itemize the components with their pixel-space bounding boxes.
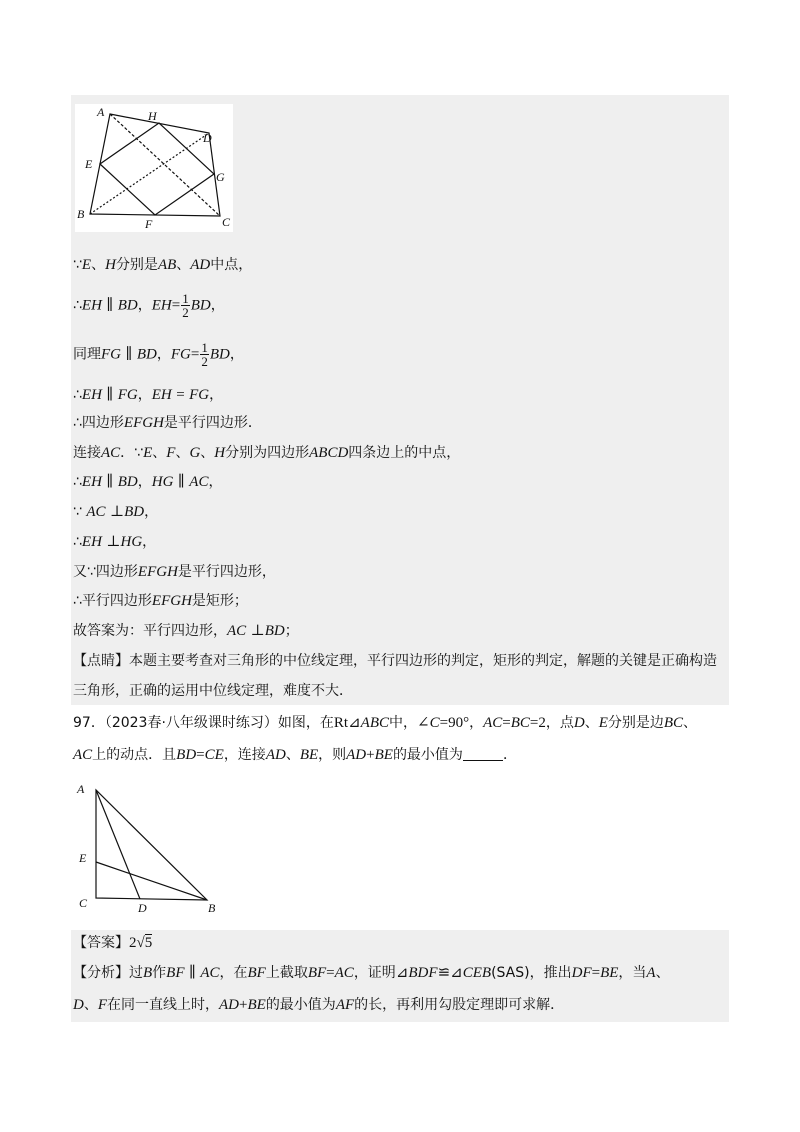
comma: ，: [137, 297, 152, 314]
triangle-abc: ABC: [360, 715, 390, 731]
solution-line-2: [73, 292, 225, 319]
text: ．: [502, 747, 517, 763]
equals-sign: =: [591, 965, 601, 981]
text: 故答案为：平行四边形，: [73, 623, 227, 639]
quad-efgh-name: EFGH: [123, 415, 164, 431]
segment-hg: HG: [151, 474, 174, 490]
triangle-bdf: BDF: [408, 965, 438, 981]
point-e: E: [81, 257, 92, 273]
segment-be: BE: [374, 747, 393, 763]
text: 连接: [73, 445, 101, 461]
triangle-ceb: CEB: [462, 965, 492, 981]
point-e: E: [143, 445, 153, 461]
label-e: E: [85, 157, 93, 171]
separator: 、: [285, 747, 300, 763]
text: 分别为四边形: [225, 445, 310, 461]
text: 四条边上的中点，: [348, 445, 461, 461]
label-f: F: [145, 217, 153, 231]
sas-text: (SAS): [491, 965, 530, 981]
segment-eh: EH: [81, 534, 102, 550]
text: ，推出: [529, 965, 572, 981]
fraction-denominator: 2: [182, 305, 189, 320]
segment-bf: BF: [166, 965, 185, 981]
segment-bd: BD: [209, 346, 230, 363]
comma: ，: [208, 474, 223, 490]
figure-quadrilateral: [75, 104, 233, 232]
solution-line-11: [73, 592, 248, 610]
comma: ，: [156, 346, 171, 363]
point-e: E: [598, 715, 608, 731]
parallel-sign: ∥: [106, 474, 114, 490]
radicand: 5: [144, 935, 153, 951]
solution-line-8: [73, 503, 158, 521]
text: 上的动点．且: [92, 747, 177, 763]
label-c: C: [222, 215, 231, 229]
equals-sign: =: [326, 965, 335, 981]
segment-ab: AB: [157, 257, 177, 273]
quad-efgh-name: EFGH: [151, 593, 192, 609]
triangle-sign: ⊿: [395, 965, 409, 981]
parallel-sign: ∥: [188, 965, 196, 981]
text: 是平行四边形．: [163, 415, 262, 431]
radical-sign: √: [136, 935, 145, 951]
analysis-tag: 【分析】过: [73, 965, 143, 981]
separator: 、: [83, 997, 98, 1013]
segment-eh: EH: [81, 474, 102, 490]
segment-fg: FG: [189, 387, 210, 403]
equals-sign: =: [176, 387, 185, 403]
label-d: D: [138, 901, 147, 915]
fraction-numerator: 1: [182, 291, 189, 306]
segment-ce: CE: [204, 747, 224, 763]
text: 又∵四边形: [73, 564, 138, 580]
separator: 、: [176, 257, 191, 273]
comma: ，: [137, 387, 152, 403]
solution-line-7: [73, 473, 222, 491]
parallel-sign: ∥: [177, 474, 185, 490]
perpendicular-sign: ⊥: [106, 534, 121, 550]
solution-line-9: [73, 533, 156, 551]
segment-eh: EH: [81, 297, 102, 314]
text: ，则: [318, 747, 347, 763]
segment-bd: BD: [117, 297, 138, 314]
quad-efgh-name: EFGH: [137, 564, 178, 580]
segment-bf: BF: [307, 965, 327, 981]
point-a: A: [646, 965, 656, 981]
segment-ad: AD: [346, 747, 367, 763]
triangle-abc-shape: [96, 790, 207, 900]
fraction-denominator: 2: [201, 354, 208, 369]
segment-bd: BD: [176, 747, 197, 763]
point-h: H: [105, 257, 116, 273]
parallel-sign: ∥: [125, 346, 133, 363]
point-g: G: [189, 445, 201, 461]
point-b: B: [143, 965, 153, 981]
equals-sign: =: [529, 715, 539, 731]
parallel-sign: ∥: [106, 297, 114, 314]
segment-be-line: [96, 862, 207, 900]
segment-bf: BF: [247, 965, 266, 981]
separator: 、: [683, 715, 698, 731]
point-d: D: [573, 715, 585, 731]
text: 的最小值为: [392, 747, 463, 763]
segment-bd: BD: [117, 474, 138, 490]
text: 作: [152, 965, 167, 981]
segment-df: DF: [571, 965, 592, 981]
text: 是平行四边形，: [177, 564, 276, 580]
analysis-line-2: [73, 996, 564, 1014]
label-a: A: [77, 782, 85, 796]
point-f: F: [97, 997, 108, 1013]
therefore-sign: ∴: [73, 387, 82, 403]
segment-af: AF: [335, 997, 355, 1013]
value-two: 2: [538, 715, 546, 731]
angle-sign: ∠: [417, 715, 430, 731]
segment-ac: AC: [73, 747, 93, 763]
because-sign: ∵: [73, 257, 82, 273]
label-b: B: [77, 207, 85, 221]
segment-ac: AC: [101, 445, 121, 461]
segment-be: BE: [299, 747, 319, 763]
comma: ，: [469, 715, 484, 731]
segment-bd: BD: [190, 297, 211, 314]
text: ．∵: [120, 445, 144, 461]
comma: ，: [137, 474, 152, 490]
label-h: H: [148, 109, 157, 123]
solution-line-10: [73, 563, 276, 581]
segment-fg: FG: [117, 387, 138, 403]
label-a: A: [97, 105, 105, 119]
text: 中，: [389, 715, 418, 731]
perpendicular-sign: ⊥: [250, 623, 265, 639]
comma: ，: [142, 534, 157, 550]
point-f: F: [166, 445, 176, 461]
equals-sign: =: [439, 715, 449, 731]
text: ，连接: [223, 747, 266, 763]
therefore-sign: ∴: [73, 534, 82, 550]
parallel-sign: ∥: [106, 387, 114, 403]
solution-line-6: [73, 444, 460, 462]
comment-line-2: 三角形，正确的运用中位线定理，难度不大．: [73, 683, 353, 699]
segment-bc: BC: [663, 715, 684, 731]
text: ；: [284, 623, 299, 639]
segment-hg: HG: [120, 534, 143, 550]
segment-fg: FG: [101, 346, 121, 363]
separator: 、: [584, 715, 599, 731]
solution-line-12: [73, 622, 299, 640]
segment-ac: AC: [86, 504, 106, 520]
comma: ，: [210, 297, 225, 314]
segment-ad: AD: [265, 747, 286, 763]
congruent-sign: ≌: [437, 965, 451, 981]
perpendicular-sign: ⊥: [110, 504, 125, 520]
segment-ac: AC: [227, 623, 247, 639]
text: 在同一直线上时，: [107, 997, 220, 1013]
equals-sign: =: [502, 715, 511, 731]
segment-fg: FG: [170, 346, 191, 363]
segment-bc: BC: [510, 715, 530, 731]
text: 分别是边: [607, 715, 664, 731]
angle-value: 90°: [448, 715, 470, 731]
text: ∴平行四边形: [73, 593, 152, 609]
separator: 、: [152, 445, 167, 461]
segment-eh: EH: [151, 297, 172, 314]
solution-line-5: [73, 414, 262, 432]
point-h: H: [214, 445, 226, 461]
segment-bd: BD: [264, 623, 285, 639]
triangle-sign: ⊿: [450, 965, 463, 981]
text: ，在: [219, 965, 248, 981]
equals-sign: =: [171, 297, 181, 314]
comment-line-1: 【点睛】本题主要考查对三角形的中位线定理，平行四边形的判定，矩形的判定，解题的关键是正确构造: [73, 653, 717, 669]
comma: ，: [229, 346, 244, 363]
separator: 、: [91, 257, 106, 273]
segment-ad: AD: [219, 997, 240, 1013]
comma: ，: [144, 504, 159, 520]
text: 上截取: [265, 965, 308, 981]
answer-line: [73, 934, 152, 952]
point-d: D: [73, 997, 84, 1013]
solution-line-4: [73, 386, 223, 404]
problem-number: 97．（2023春·八年级课时练习）如图，在: [73, 715, 334, 731]
comma: ，: [209, 387, 224, 403]
segment-be: BE: [247, 997, 266, 1013]
solution-line-3: [73, 341, 244, 368]
text: 是矩形；: [191, 593, 248, 609]
segment-ac: AC: [334, 965, 354, 981]
fraction-half: [200, 341, 209, 368]
segment-eh: EH: [81, 387, 102, 403]
equals-sign: =: [190, 346, 200, 363]
text: 分别是: [115, 257, 158, 273]
figure-right-triangle: [72, 780, 232, 918]
label-c: C: [79, 896, 88, 910]
segment-be: BE: [600, 965, 619, 981]
segment-ad-line: [96, 790, 140, 899]
separator: 、: [175, 445, 190, 461]
label-b: B: [208, 901, 216, 915]
text: 中点，: [210, 257, 253, 273]
equals-sign: =: [196, 747, 205, 763]
therefore-sign: ∴: [73, 297, 82, 314]
problem-97-line-2: [73, 746, 517, 764]
segment-ac: AC: [189, 474, 209, 490]
segment-bd: BD: [124, 504, 145, 520]
text: 的最小值为: [265, 997, 336, 1013]
text: ，点: [545, 715, 574, 731]
because-sign: ∵: [73, 504, 82, 520]
answer-blank: [463, 746, 503, 761]
answer-tag: 【答案】: [73, 935, 129, 951]
segment-bd: BD: [136, 346, 157, 363]
therefore-sign: ∴: [73, 474, 82, 490]
text: ，证明: [353, 965, 396, 981]
segment-ad: AD: [190, 257, 211, 273]
plus-sign: +: [366, 747, 375, 763]
solution-line-1: [73, 256, 252, 274]
point-c: C: [429, 715, 440, 731]
answer-coefficient: 2: [129, 935, 137, 951]
label-e: E: [79, 851, 87, 865]
text: ∴四边形: [73, 415, 124, 431]
rt-text: Rt: [333, 715, 349, 731]
text: ，当: [618, 965, 647, 981]
analysis-line-1: [73, 964, 670, 982]
separator: 、: [655, 965, 670, 981]
text: 同理: [73, 346, 101, 363]
label-g: G: [216, 170, 225, 184]
fraction-half: [181, 292, 190, 319]
triangle-sign: ⊿: [348, 715, 361, 731]
plus-sign: +: [239, 997, 248, 1013]
segment-ac: AC: [483, 715, 503, 731]
label-d: D: [203, 131, 212, 145]
segment-ac: AC: [200, 965, 220, 981]
problem-97-line-1: [73, 714, 697, 732]
quad-abcd-name: ABCD: [309, 445, 349, 461]
segment-eh: EH: [151, 387, 172, 403]
fraction-numerator: 1: [201, 340, 208, 355]
separator: 、: [200, 445, 215, 461]
text: 的长，再利用勾股定理即可求解．: [354, 997, 565, 1013]
